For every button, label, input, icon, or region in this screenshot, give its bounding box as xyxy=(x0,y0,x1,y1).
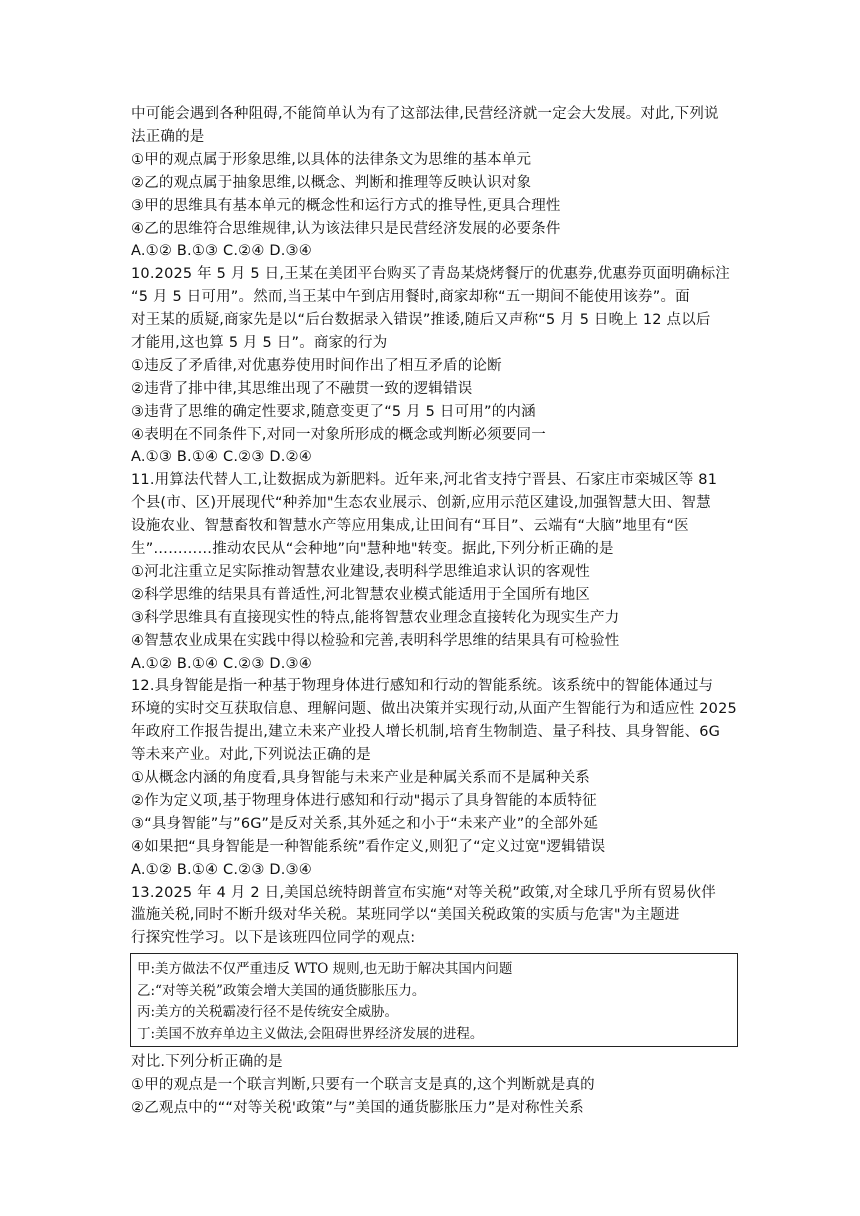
after-line-2: ②乙观点中的““对等关税'政策”与”美国的通货膨胀压力”是对称性关系 xyxy=(131,1100,584,1116)
intro-line-5: ④乙的思维符合思维规律,认为该法律只是民营经济发展的必要条件 xyxy=(131,221,561,237)
q13-line-0: 13.2025 年 4 月 2 日,美国总统特朗普宣布实施“对等关税”政策,对全球几乎所有贸易伙伴 xyxy=(131,885,716,901)
q10-line-5: ②违背了排中律,其思维出现了不融贯一致的逻辑错误 xyxy=(131,381,473,397)
opinion-line-3: 丁:美国不放弃单边主义做法,会阻碍世界经济发展的进程。 xyxy=(137,1025,484,1042)
q13-line-2: 行探究性学习。以下是该班四位同学的观点: xyxy=(131,930,416,946)
intro-line-6: A.①② B.①③ C.②④ D.③④ xyxy=(131,243,312,259)
q12-line-2: 年政府工作报告提出,建立未来产业投人增长机制,培育生物制造、量子科技、具身智能、6G xyxy=(131,724,721,740)
after-line-0: 对比.下列分析正确的是 xyxy=(131,1054,283,1070)
q11-line-3: 生”…………推动农民从“会种地”向"慧种地"转变。据此,下列分析正确的是 xyxy=(131,541,614,557)
q12-line-4: ①从概念内涵的角度看,具身智能与未来产业是种属关系而不是属种关系 xyxy=(131,770,591,786)
q13-line-1: 滥施关税,同时不断升级对华关税。某班同学以“美国关税政策的实质与危害"为主题进 xyxy=(131,907,680,923)
q11-line-4: ①河北注重立足实际推动智慧农业建设,表明科学思维追求认识的客观性 xyxy=(131,564,591,580)
q10-line-8: A.①③ B.①④ C.②③ D.②④ xyxy=(131,449,312,465)
q10-line-2: 对王某的质疑,商家先是以“后台数据录入错误”推诿,随后又声称“5 月 5 日晚上 12 点以后 xyxy=(131,312,711,328)
q12-line-3: 等未来产业。对此,下列说法正确的是 xyxy=(131,747,372,763)
opinion-line-1: 乙:“对等关税”政策会增大美国的通货膨胀压力。 xyxy=(137,982,426,999)
q10-line-3: 才能用,这也算 5 月 5 日”。商家的行为 xyxy=(131,335,388,351)
q11-line-2: 设施农业、智慧畜牧和智慧水产等应用集成,让田间有“耳目”、云端有“大脑”地里有“医 xyxy=(131,518,689,534)
q10-line-6: ③违背了思维的确定性要求,随意变更了“5 月 5 日可用”的内涵 xyxy=(131,404,536,420)
q11-line-1: 个县(市、区)开展现代“种养加"生态农业展示、创新,应用示范区建设,加强智慧大田、智慧 xyxy=(131,495,711,511)
intro-line-3: ②乙的观点属于抽象思维,以概念、判断和推理等反映认识对象 xyxy=(131,175,532,191)
intro-line-2: ①甲的观点属于形象思维,以具体的法律条文为思维的基本单元 xyxy=(131,152,532,168)
q11-line-6: ③科学思维具有直接现实性的特点,能将智慧农业理念直接转化为现实生产力 xyxy=(131,610,620,626)
intro-line-4: ③甲的思维具有基本单元的概念性和运行方式的推导性,更具合理性 xyxy=(131,198,561,214)
q12-line-5: ②作为定义项,基于物理身体进行感知和行动"揭示了具身智能的本质特征 xyxy=(131,793,597,809)
after-line-1: ①甲的观点是一个联言判断,只要有一个联言支是真的,这个判断就是真的 xyxy=(131,1077,595,1093)
q11-line-8: A.①② B.①④ C.②③ D.③④ xyxy=(131,656,312,672)
q12-line-6: ③“具身智能”与”6G”是反对关系,其外延之和小于“未来产业”的全部外延 xyxy=(131,816,599,832)
q10-line-4: ①违反了矛盾律,对优惠券使用时间作出了相互矛盾的论断 xyxy=(131,358,502,374)
q12-line-7: ④如果把“具身智能是一种智能系统”看作定义,则犯了“定义过宽"逻辑错误 xyxy=(131,839,606,855)
opinion-line-0: 甲:美方做法不仅严重违反 WTO 规则,也无助于解决其国内问题 xyxy=(137,961,513,977)
student-opinions-box xyxy=(130,953,738,1047)
intro-line-1: 法正确的是 xyxy=(131,129,205,145)
q12-line-0: 12.具身智能是指一种基于物理身体进行感知和行动的智能系统。该系统中的智能体通过与 xyxy=(131,678,714,694)
opinion-line-2: 丙:美方的关税霸凌行径不是传统安全威胁。 xyxy=(137,1004,399,1021)
q11-line-5: ②科学思维的结果具有普适性,河北智慧农业模式能适用于全国所有地区 xyxy=(131,587,591,603)
q11-line-7: ④智慧农业成果在实践中得以检验和完善,表明科学思维的结果具有可检验性 xyxy=(131,633,620,649)
q11-line-0: 11.用算法代替人工,让数据成为新肥料。近年来,河北省支持宁晋县、石家庄市栾城区等 81 xyxy=(131,472,718,488)
q10-line-7: ④表明在不同条件下,对同一对象所形成的概念或判断必须要同一 xyxy=(131,427,546,443)
intro-line-0: 中可能会遇到各种阻碍,不能简单认为有了这部法律,民营经济就一定会大发展。对此,下列说 xyxy=(131,106,719,122)
q12-line-8: A.①② B.①④ C.②③ D.③④ xyxy=(131,862,312,878)
q10-line-1: “5 月 5 日可用”。然而,当王某中午到店用餐时,商家却称“五一期间不能使用该券”。面 xyxy=(131,289,690,305)
q10-line-0: 10.2025 年 5 月 5 日,王某在美团平台购买了青岛某烧烤餐厅的优惠券,优惠券页面明确标注 xyxy=(131,266,730,282)
q12-line-1: 环境的实时交互获取信息、理解问题、做出决策并实现行动,从面产生智能行为和适应性 2025 xyxy=(131,701,737,717)
